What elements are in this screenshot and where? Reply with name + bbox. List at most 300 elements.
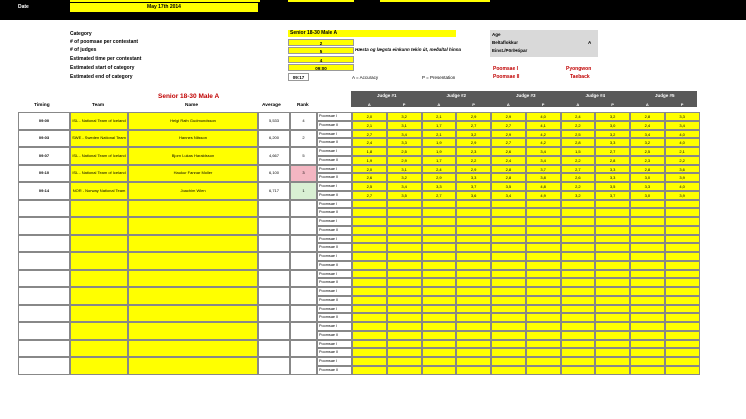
- score-cell[interactable]: [630, 348, 665, 357]
- score-cell[interactable]: [456, 331, 491, 340]
- score-cell[interactable]: [491, 305, 526, 314]
- score-cell[interactable]: 3,6: [665, 165, 700, 174]
- score-cell[interactable]: [456, 200, 491, 209]
- score-cell[interactable]: [491, 226, 526, 235]
- score-cell[interactable]: [422, 348, 457, 357]
- score-cell[interactable]: [665, 200, 700, 209]
- score-cell[interactable]: 2,5: [387, 147, 422, 156]
- score-cell[interactable]: [561, 278, 596, 287]
- score-cell[interactable]: [422, 287, 457, 296]
- score-cell[interactable]: [491, 270, 526, 279]
- score-cell[interactable]: [665, 305, 700, 314]
- score-cell[interactable]: 3,7: [456, 182, 491, 191]
- score-cell[interactable]: [456, 313, 491, 322]
- score-cell[interactable]: [665, 340, 700, 349]
- score-cell[interactable]: [561, 208, 596, 217]
- score-cell[interactable]: 1,7: [422, 121, 457, 130]
- score-cell[interactable]: 2,0: [352, 112, 387, 121]
- score-cell[interactable]: 3,4: [387, 130, 422, 139]
- score-cell[interactable]: 3,4: [387, 182, 422, 191]
- score-cell[interactable]: 2,9: [456, 165, 491, 174]
- score-cell[interactable]: [526, 252, 561, 261]
- score-cell[interactable]: [422, 200, 457, 209]
- score-cell[interactable]: 2,5: [630, 147, 665, 156]
- name-cell[interactable]: Helgi Rafn Gudmundsson: [128, 112, 258, 130]
- score-cell[interactable]: [491, 322, 526, 331]
- score-cell[interactable]: 2,4: [561, 112, 596, 121]
- score-cell[interactable]: 3,4: [665, 121, 700, 130]
- score-cell[interactable]: [526, 287, 561, 296]
- score-cell[interactable]: [387, 261, 422, 270]
- score-cell[interactable]: [422, 270, 457, 279]
- score-cell[interactable]: 1,9: [422, 138, 457, 147]
- score-cell[interactable]: 2,2: [456, 156, 491, 165]
- date-value[interactable]: May 17th 2014: [70, 3, 258, 12]
- team-cell[interactable]: [70, 340, 128, 358]
- score-cell[interactable]: [595, 296, 630, 305]
- score-cell[interactable]: 4,1: [526, 121, 561, 130]
- score-cell[interactable]: 2,1: [665, 147, 700, 156]
- score-cell[interactable]: [595, 261, 630, 270]
- score-cell[interactable]: [665, 243, 700, 252]
- score-cell[interactable]: 3,4: [526, 147, 561, 156]
- score-cell[interactable]: 2,2: [561, 156, 596, 165]
- score-cell[interactable]: 3,3: [595, 165, 630, 174]
- timing-cell[interactable]: 09:03: [18, 130, 70, 148]
- score-cell[interactable]: 3,9: [665, 191, 700, 200]
- score-cell[interactable]: [387, 348, 422, 357]
- score-cell[interactable]: [352, 208, 387, 217]
- score-cell[interactable]: 2,8: [491, 173, 526, 182]
- score-cell[interactable]: 2,1: [422, 130, 457, 139]
- score-cell[interactable]: 2,6: [491, 147, 526, 156]
- score-cell[interactable]: [526, 278, 561, 287]
- score-cell[interactable]: [595, 243, 630, 252]
- score-cell[interactable]: [526, 296, 561, 305]
- score-cell[interactable]: [352, 296, 387, 305]
- score-cell[interactable]: 4,8: [526, 182, 561, 191]
- score-cell[interactable]: 2,8: [491, 165, 526, 174]
- score-cell[interactable]: [456, 208, 491, 217]
- score-cell[interactable]: [422, 243, 457, 252]
- score-cell[interactable]: [630, 217, 665, 226]
- score-cell[interactable]: [561, 287, 596, 296]
- score-cell[interactable]: [387, 313, 422, 322]
- score-cell[interactable]: [387, 278, 422, 287]
- score-cell[interactable]: 3,0: [595, 121, 630, 130]
- score-cell[interactable]: 1,7: [422, 156, 457, 165]
- score-cell[interactable]: 2,8: [595, 156, 630, 165]
- score-cell[interactable]: [422, 366, 457, 375]
- score-cell[interactable]: [422, 331, 457, 340]
- score-cell[interactable]: 2,6: [561, 173, 596, 182]
- timing-cell[interactable]: [18, 322, 70, 340]
- score-cell[interactable]: [387, 235, 422, 244]
- score-cell[interactable]: [456, 340, 491, 349]
- team-cell[interactable]: [70, 322, 128, 340]
- score-cell[interactable]: 2,7: [352, 130, 387, 139]
- score-cell[interactable]: 2,2: [561, 121, 596, 130]
- score-cell[interactable]: [491, 243, 526, 252]
- score-cell[interactable]: [456, 235, 491, 244]
- score-cell[interactable]: [422, 252, 457, 261]
- score-cell[interactable]: [665, 287, 700, 296]
- team-cell[interactable]: [70, 305, 128, 323]
- score-cell[interactable]: [352, 313, 387, 322]
- score-cell[interactable]: [422, 322, 457, 331]
- score-cell[interactable]: [387, 243, 422, 252]
- score-cell[interactable]: [595, 200, 630, 209]
- team-cell[interactable]: [70, 357, 128, 375]
- score-cell[interactable]: 2,8: [630, 165, 665, 174]
- score-cell[interactable]: [526, 261, 561, 270]
- score-cell[interactable]: [630, 296, 665, 305]
- score-cell[interactable]: [491, 287, 526, 296]
- score-cell[interactable]: 3,5: [387, 191, 422, 200]
- score-cell[interactable]: [665, 270, 700, 279]
- score-cell[interactable]: [456, 296, 491, 305]
- score-cell[interactable]: 3,7: [595, 191, 630, 200]
- score-cell[interactable]: [561, 261, 596, 270]
- score-cell[interactable]: 2,7: [595, 147, 630, 156]
- score-cell[interactable]: 3,2: [561, 191, 596, 200]
- name-cell[interactable]: [128, 322, 258, 340]
- score-cell[interactable]: [526, 357, 561, 366]
- score-cell[interactable]: [561, 313, 596, 322]
- score-cell[interactable]: 3,3: [456, 173, 491, 182]
- time-per-contestant-value[interactable]: 4: [288, 56, 354, 63]
- score-cell[interactable]: [422, 261, 457, 270]
- score-cell[interactable]: 2,5: [352, 182, 387, 191]
- team-cell[interactable]: ISL - National Team of Iceland: [70, 165, 128, 183]
- timing-cell[interactable]: [18, 252, 70, 270]
- score-cell[interactable]: [595, 313, 630, 322]
- score-cell[interactable]: [526, 270, 561, 279]
- score-cell[interactable]: [665, 313, 700, 322]
- score-cell[interactable]: [456, 366, 491, 375]
- score-cell[interactable]: 2,1: [422, 112, 457, 121]
- score-cell[interactable]: [630, 226, 665, 235]
- score-cell[interactable]: [491, 296, 526, 305]
- score-cell[interactable]: [665, 348, 700, 357]
- score-cell[interactable]: [456, 287, 491, 296]
- score-cell[interactable]: 3,3: [630, 182, 665, 191]
- score-cell[interactable]: [630, 331, 665, 340]
- score-cell[interactable]: [630, 243, 665, 252]
- timing-cell[interactable]: [18, 340, 70, 358]
- score-cell[interactable]: 2,9: [422, 173, 457, 182]
- score-cell[interactable]: 3,4: [630, 130, 665, 139]
- category-value[interactable]: Senior 18-30 Male A: [288, 30, 456, 37]
- score-cell[interactable]: [387, 252, 422, 261]
- score-cell[interactable]: [630, 357, 665, 366]
- score-cell[interactable]: [561, 348, 596, 357]
- score-cell[interactable]: [595, 217, 630, 226]
- score-cell[interactable]: [526, 243, 561, 252]
- score-cell[interactable]: [352, 200, 387, 209]
- timing-cell[interactable]: [18, 235, 70, 253]
- score-cell[interactable]: [665, 366, 700, 375]
- score-cell[interactable]: [665, 252, 700, 261]
- score-cell[interactable]: 2,6: [352, 173, 387, 182]
- team-cell[interactable]: [70, 217, 128, 235]
- score-cell[interactable]: [456, 357, 491, 366]
- score-cell[interactable]: 3,7: [526, 165, 561, 174]
- score-cell[interactable]: 3,3: [665, 112, 700, 121]
- score-cell[interactable]: [630, 252, 665, 261]
- score-cell[interactable]: 3,4: [491, 191, 526, 200]
- score-cell[interactable]: 3,0: [630, 191, 665, 200]
- score-cell[interactable]: [561, 235, 596, 244]
- score-cell[interactable]: 4,0: [665, 138, 700, 147]
- score-cell[interactable]: 2,4: [422, 165, 457, 174]
- score-cell[interactable]: [526, 200, 561, 209]
- score-cell[interactable]: [561, 252, 596, 261]
- start-value[interactable]: 09:00: [288, 64, 354, 71]
- score-cell[interactable]: [422, 357, 457, 366]
- score-cell[interactable]: 1,9: [352, 156, 387, 165]
- score-cell[interactable]: 2,9: [456, 138, 491, 147]
- judges-count-value[interactable]: 5: [288, 47, 354, 54]
- score-cell[interactable]: 2,3: [456, 147, 491, 156]
- team-cell[interactable]: [70, 235, 128, 253]
- score-cell[interactable]: [456, 322, 491, 331]
- score-cell[interactable]: 3,2: [387, 173, 422, 182]
- score-cell[interactable]: 3,3: [387, 138, 422, 147]
- score-cell[interactable]: [352, 243, 387, 252]
- timing-cell[interactable]: 09:00: [18, 112, 70, 130]
- score-cell[interactable]: [526, 348, 561, 357]
- score-cell[interactable]: 3,3: [595, 138, 630, 147]
- name-cell[interactable]: [128, 305, 258, 323]
- score-cell[interactable]: 2,7: [491, 138, 526, 147]
- score-cell[interactable]: 2,7: [491, 121, 526, 130]
- score-cell[interactable]: [526, 366, 561, 375]
- score-cell[interactable]: [387, 208, 422, 217]
- score-cell[interactable]: [630, 208, 665, 217]
- score-cell[interactable]: 2,4: [352, 138, 387, 147]
- score-cell[interactable]: [491, 340, 526, 349]
- score-cell[interactable]: [387, 200, 422, 209]
- score-cell[interactable]: [491, 366, 526, 375]
- score-cell[interactable]: [526, 331, 561, 340]
- score-cell[interactable]: 3,2: [456, 130, 491, 139]
- score-cell[interactable]: [595, 348, 630, 357]
- score-cell[interactable]: [526, 235, 561, 244]
- score-cell[interactable]: [561, 322, 596, 331]
- score-cell[interactable]: 2,7: [422, 191, 457, 200]
- score-cell[interactable]: [595, 252, 630, 261]
- name-cell[interactable]: Hannes Nilsson: [128, 130, 258, 148]
- score-cell[interactable]: [561, 200, 596, 209]
- score-cell[interactable]: [387, 340, 422, 349]
- score-cell[interactable]: 4,2: [526, 130, 561, 139]
- score-cell[interactable]: [352, 235, 387, 244]
- score-cell[interactable]: 4,0: [665, 182, 700, 191]
- score-cell[interactable]: [561, 243, 596, 252]
- score-cell[interactable]: [595, 235, 630, 244]
- timing-cell[interactable]: [18, 217, 70, 235]
- name-cell[interactable]: Joachim Wien: [128, 182, 258, 200]
- score-cell[interactable]: [352, 322, 387, 331]
- score-cell[interactable]: [561, 305, 596, 314]
- score-cell[interactable]: [422, 340, 457, 349]
- score-cell[interactable]: [526, 322, 561, 331]
- score-cell[interactable]: [352, 348, 387, 357]
- score-cell[interactable]: [352, 261, 387, 270]
- team-cell[interactable]: SWE - Sweden National Team: [70, 130, 128, 148]
- team-cell[interactable]: NOR - Norway National Team: [70, 182, 128, 200]
- score-cell[interactable]: [456, 305, 491, 314]
- score-cell[interactable]: 2,4: [491, 156, 526, 165]
- score-cell[interactable]: 3,1: [387, 121, 422, 130]
- name-cell[interactable]: [128, 217, 258, 235]
- score-cell[interactable]: [561, 296, 596, 305]
- score-cell[interactable]: 2,2: [665, 156, 700, 165]
- score-cell[interactable]: [630, 366, 665, 375]
- score-cell[interactable]: [352, 270, 387, 279]
- score-cell[interactable]: [387, 357, 422, 366]
- score-cell[interactable]: [526, 313, 561, 322]
- score-cell[interactable]: [456, 261, 491, 270]
- score-cell[interactable]: [665, 278, 700, 287]
- score-cell[interactable]: [352, 305, 387, 314]
- timing-cell[interactable]: [18, 200, 70, 218]
- score-cell[interactable]: [352, 252, 387, 261]
- score-cell[interactable]: 2,2: [561, 182, 596, 191]
- score-cell[interactable]: 3,8: [526, 173, 561, 182]
- score-cell[interactable]: [595, 340, 630, 349]
- score-cell[interactable]: [387, 226, 422, 235]
- score-cell[interactable]: [595, 270, 630, 279]
- score-cell[interactable]: [422, 278, 457, 287]
- score-cell[interactable]: 2,9: [387, 156, 422, 165]
- name-cell[interactable]: Haukur Fannar Moller: [128, 165, 258, 183]
- score-cell[interactable]: 2,0: [352, 165, 387, 174]
- score-cell[interactable]: [595, 226, 630, 235]
- score-cell[interactable]: 3,2: [595, 130, 630, 139]
- score-cell[interactable]: [665, 261, 700, 270]
- score-cell[interactable]: 2,8: [630, 112, 665, 121]
- score-cell[interactable]: [387, 305, 422, 314]
- score-cell[interactable]: [630, 305, 665, 314]
- score-cell[interactable]: [665, 357, 700, 366]
- score-cell[interactable]: 4,0: [665, 130, 700, 139]
- score-cell[interactable]: [665, 217, 700, 226]
- score-cell[interactable]: 2,9: [491, 130, 526, 139]
- score-cell[interactable]: [665, 208, 700, 217]
- score-cell[interactable]: [630, 261, 665, 270]
- score-cell[interactable]: [387, 331, 422, 340]
- score-cell[interactable]: [491, 357, 526, 366]
- score-cell[interactable]: 2,4: [630, 121, 665, 130]
- team-cell[interactable]: ISL - National Team of Iceland: [70, 112, 128, 130]
- score-cell[interactable]: [526, 305, 561, 314]
- score-cell[interactable]: [595, 357, 630, 366]
- score-cell[interactable]: [456, 348, 491, 357]
- score-cell[interactable]: [561, 270, 596, 279]
- name-cell[interactable]: Bjorn Lukas Haraldsson: [128, 147, 258, 165]
- score-cell[interactable]: 3,2: [630, 138, 665, 147]
- score-cell[interactable]: [456, 226, 491, 235]
- score-cell[interactable]: 3,3: [422, 182, 457, 191]
- score-cell[interactable]: [665, 322, 700, 331]
- score-cell[interactable]: [456, 243, 491, 252]
- score-cell[interactable]: [387, 270, 422, 279]
- score-cell[interactable]: 2,3: [630, 156, 665, 165]
- score-cell[interactable]: [630, 313, 665, 322]
- timing-cell[interactable]: 09:10: [18, 165, 70, 183]
- score-cell[interactable]: [526, 340, 561, 349]
- score-cell[interactable]: [595, 208, 630, 217]
- team-cell[interactable]: ISL - National Team of Iceland: [70, 147, 128, 165]
- score-cell[interactable]: [491, 235, 526, 244]
- score-cell[interactable]: 2,8: [561, 138, 596, 147]
- score-cell[interactable]: [456, 278, 491, 287]
- score-cell[interactable]: [422, 296, 457, 305]
- score-cell[interactable]: [352, 357, 387, 366]
- score-cell[interactable]: [491, 278, 526, 287]
- name-cell[interactable]: [128, 235, 258, 253]
- score-cell[interactable]: [630, 340, 665, 349]
- score-cell[interactable]: 3,1: [387, 165, 422, 174]
- score-cell[interactable]: [491, 200, 526, 209]
- score-cell[interactable]: [630, 278, 665, 287]
- score-cell[interactable]: [630, 200, 665, 209]
- score-cell[interactable]: [422, 226, 457, 235]
- score-cell[interactable]: [561, 366, 596, 375]
- score-cell[interactable]: 4,9: [526, 191, 561, 200]
- score-cell[interactable]: [387, 296, 422, 305]
- score-cell[interactable]: [595, 331, 630, 340]
- score-cell[interactable]: [352, 278, 387, 287]
- score-cell[interactable]: [422, 313, 457, 322]
- score-cell[interactable]: [422, 235, 457, 244]
- team-cell[interactable]: [70, 270, 128, 288]
- score-cell[interactable]: [352, 217, 387, 226]
- score-cell[interactable]: [561, 217, 596, 226]
- score-cell[interactable]: [630, 270, 665, 279]
- score-cell[interactable]: 1,8: [352, 147, 387, 156]
- team-cell[interactable]: [70, 252, 128, 270]
- score-cell[interactable]: [595, 305, 630, 314]
- score-cell[interactable]: [456, 252, 491, 261]
- score-cell[interactable]: 4,2: [526, 138, 561, 147]
- score-cell[interactable]: [387, 287, 422, 296]
- timing-cell[interactable]: [18, 287, 70, 305]
- score-cell[interactable]: 2,7: [352, 191, 387, 200]
- score-cell[interactable]: [352, 366, 387, 375]
- name-cell[interactable]: [128, 252, 258, 270]
- score-cell[interactable]: 2,9: [491, 112, 526, 121]
- score-cell[interactable]: 2,5: [561, 130, 596, 139]
- score-cell[interactable]: [491, 313, 526, 322]
- score-cell[interactable]: [491, 208, 526, 217]
- score-cell[interactable]: [526, 208, 561, 217]
- score-cell[interactable]: [595, 287, 630, 296]
- score-cell[interactable]: 3,3: [595, 173, 630, 182]
- score-cell[interactable]: 2,7: [561, 165, 596, 174]
- score-cell[interactable]: 3,2: [595, 112, 630, 121]
- score-cell[interactable]: [665, 226, 700, 235]
- team-cell[interactable]: [70, 287, 128, 305]
- score-cell[interactable]: [387, 217, 422, 226]
- score-cell[interactable]: [422, 208, 457, 217]
- score-cell[interactable]: 3,2: [387, 112, 422, 121]
- name-cell[interactable]: [128, 287, 258, 305]
- score-cell[interactable]: 2,1: [352, 121, 387, 130]
- score-cell[interactable]: [491, 217, 526, 226]
